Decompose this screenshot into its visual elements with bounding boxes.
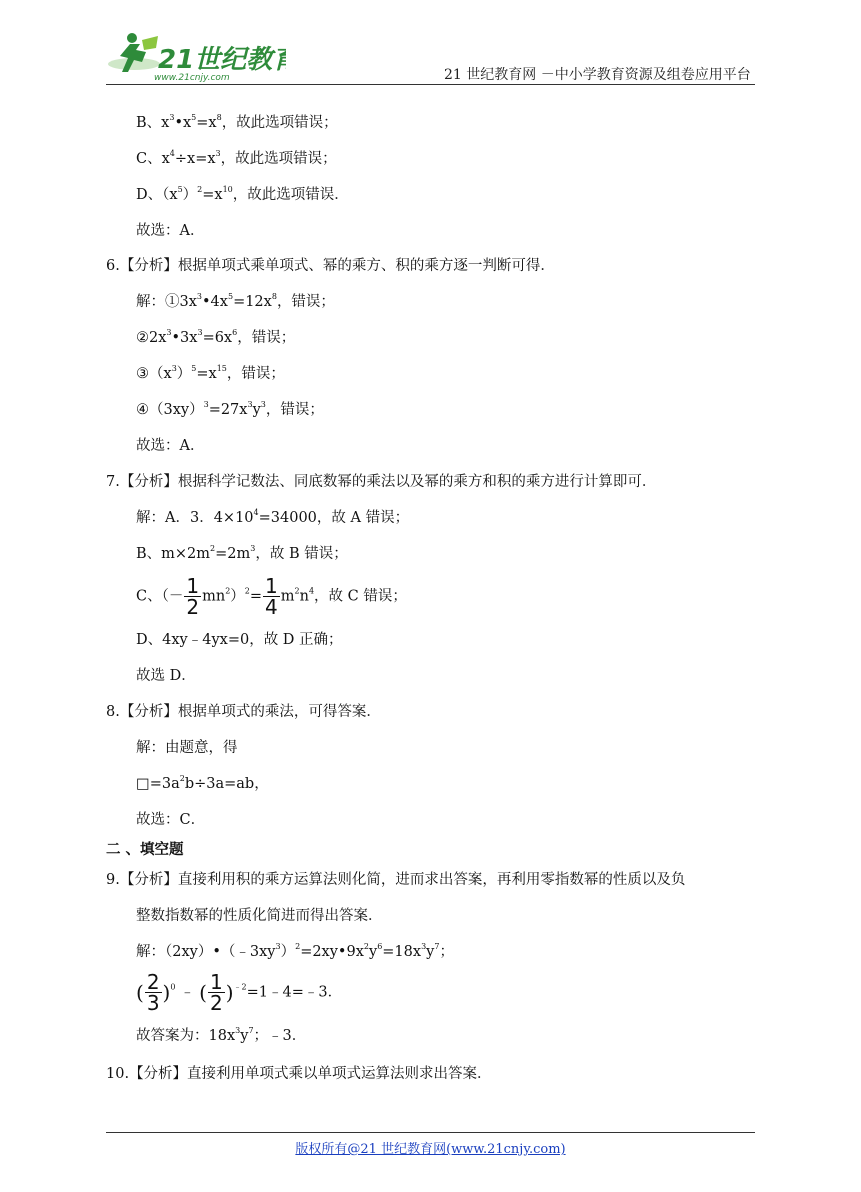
section-heading: 二 、填空题 (106, 842, 184, 858)
logo-text: 21世纪教育 (158, 45, 286, 75)
q7-line-c: C、（－ $\frac{1}{2}$ $mn^2)^2=$ $\frac{1}{4}$ $m^2n^4$，故 C 错误； (136, 574, 407, 619)
answer-line-d: D、$(x^5)^2=x^{10}$，故此选项错误． (136, 185, 349, 203)
q6-line-1: 解：$①3x^3•4x^5=12x^8$，错误； (136, 292, 335, 310)
q9-line-2: ( $\frac{2}{3}$ )$^0$ ﹣ ( $\frac{1}{2}$ )$^{﹣2}$=1﹣4=﹣3． (136, 970, 343, 1015)
fraction: $\frac{2}{3}$ (146, 970, 160, 1015)
fraction: $\frac{1}{2}$ (209, 970, 223, 1015)
q8-answer: 故选：C． (136, 812, 206, 828)
question-7-analysis: 7.【分析】根据科学记数法、同底数幂的乘法以及幂的乘方和积的乘方进行计算即可． (106, 474, 657, 490)
question-6-analysis: 6.【分析】根据单项式乘单项式、幂的乘方、积的乘方逐一判断可得． (106, 258, 555, 274)
q7-answer: 故选 D． (136, 668, 196, 684)
logo-runner-icon (106, 28, 286, 84)
q6-answer: 故选：A． (136, 438, 205, 454)
fraction: $\frac{1}{4}$ (265, 574, 278, 619)
question-10-analysis: 10.【分析】直接利用单项式乘以单项式运算法则求出答案． (106, 1066, 492, 1082)
question-9-analysis-2: 整数指数幂的性质化简进而得出答案． (136, 908, 383, 924)
fraction: $\frac{1}{2}$ (186, 574, 200, 619)
answer-line-c: C、$x^4\div x=x^3$，故此选项错误； (136, 149, 337, 167)
logo-url: www.21cnjy.com (154, 73, 230, 83)
site-logo (106, 28, 286, 84)
q9-line-1: 解：$(2xy)•(﹣3xy^3)^2=2xy•9x^2y^6=18x^3y^7$； (136, 942, 454, 960)
q8-line-1: 解：由题意，得 (136, 740, 238, 756)
header-divider (106, 84, 755, 85)
q7-line-b: B、$m\times 2m^2=2m^3$，故 B 错误； (136, 544, 348, 562)
q6-line-4: $④(3xy)^3=27x^3y^3$，错误； (136, 400, 324, 418)
q8-line-2: $□=3a^2b\div 3a=ab$， (136, 774, 269, 792)
question-8-analysis: 8.【分析】根据单项式的乘法，可得答案． (106, 704, 381, 720)
q9-answer: 故答案为：$18x^3y^7$；﹣3． (136, 1026, 307, 1044)
q7-line-d: D、4xy﹣4yx=0，故 D 正确； (136, 632, 343, 648)
q6-line-3: $③(x^3)^5=x^{15}$，错误； (136, 364, 285, 382)
q7-line-a: 解：A．3．$4\times 10^4=34000$，故 A 错误； (136, 508, 410, 526)
answer-choice: 故选：A． (136, 223, 205, 239)
footer-divider (106, 1132, 755, 1133)
answer-line-b: B、$x^3•x^5=x^8$，故此选项错误； (136, 113, 338, 131)
question-9-analysis-1: 9.【分析】直接利用积的乘方运算法则化简，进而求出答案，再利用零指数幂的性质以及负 (106, 872, 686, 888)
footer-copyright-link[interactable]: 版权所有@21 世纪教育网(www.21cnjy.com) (295, 1142, 566, 1157)
q6-line-2: $②2x^3•3x^3=6x^6$，错误； (136, 328, 296, 346)
header-site-title: 21 世纪教育网 －中小学教育资源及组卷应用平台 (444, 67, 751, 83)
